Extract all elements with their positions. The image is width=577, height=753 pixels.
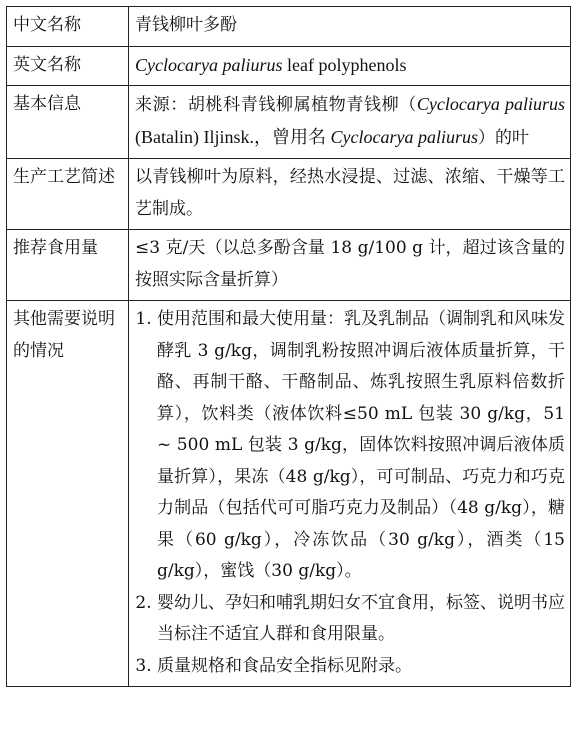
row-label: 其他需要说明的情况 — [7, 301, 129, 687]
list-item: 1. 使用范围和最大使用量：乳及乳制品（调制乳和风味发酵乳 3 g/kg，调制乳粉按照冲调后液体质量折算，干酪、再制干酪、干酪制品、炼乳按照生乳原料倍数折算），饮料类（液体饮料≤50 mL 包装 30 g/kg，51 ~ 500 mL 包装 3 g/kg，固体饮料按照冲调后液体质量折算），果冻（48 g/kg），可可制品、巧克力和巧克力制品（包括代可可脂巧克力及制品）（48 g/kg），糖果（60 g/kg），冷冻饮品（30 g/kg），酒类（15 g/kg），蜜饯（30 g/kg）。 — [157, 304, 565, 588]
source-text: 来源：胡桃科青钱柳属植物青钱柳（ — [135, 95, 417, 115]
table-row-basic-info — [7, 86, 571, 159]
row-value: 以青钱柳叶为原料，经热水浸提、过滤、浓缩、干燥等工艺制成。 — [129, 159, 571, 230]
row-value — [129, 46, 571, 86]
latin-name: Cyclocarya paliurus — [135, 54, 283, 75]
row-label: 推荐食用量 — [7, 230, 129, 301]
table-row-intake — [7, 230, 571, 301]
row-value — [129, 301, 571, 687]
notes-list — [135, 304, 565, 682]
row-label: 英文名称 — [7, 46, 129, 86]
row-value: 青钱柳叶多酚 — [129, 7, 571, 47]
row-value: ≤3 克/天（以总多酚含量 18 g/100 g 计，超过该含量的按照实际含量折算） — [129, 230, 571, 301]
table-row-process — [7, 159, 571, 230]
row-label: 生产工艺简述 — [7, 159, 129, 230]
author-text: (Batalin) Iljinsk.，曾用名 — [135, 126, 331, 147]
list-item: 3. 质量规格和食品安全指标见附录。 — [157, 651, 565, 683]
list-item: 2. 婴幼儿、孕妇和哺乳期妇女不宜食用，标签、说明书应当标注不适宜人群和食用限量。 — [157, 588, 565, 651]
row-label: 基本信息 — [7, 86, 129, 159]
table-row-cn-name — [7, 7, 571, 47]
latin-name-former: Cyclocarya paliurus — [330, 126, 478, 147]
table-row-other — [7, 301, 571, 687]
row-value — [129, 86, 571, 159]
latin-name: Cyclocarya paliurus — [416, 94, 566, 114]
row-label: 中文名称 — [7, 7, 129, 47]
en-name-rest: leaf polyphenols — [282, 54, 407, 75]
table-row-en-name — [7, 46, 571, 86]
source-tail: ）的叶 — [477, 127, 529, 148]
info-table — [6, 6, 571, 687]
